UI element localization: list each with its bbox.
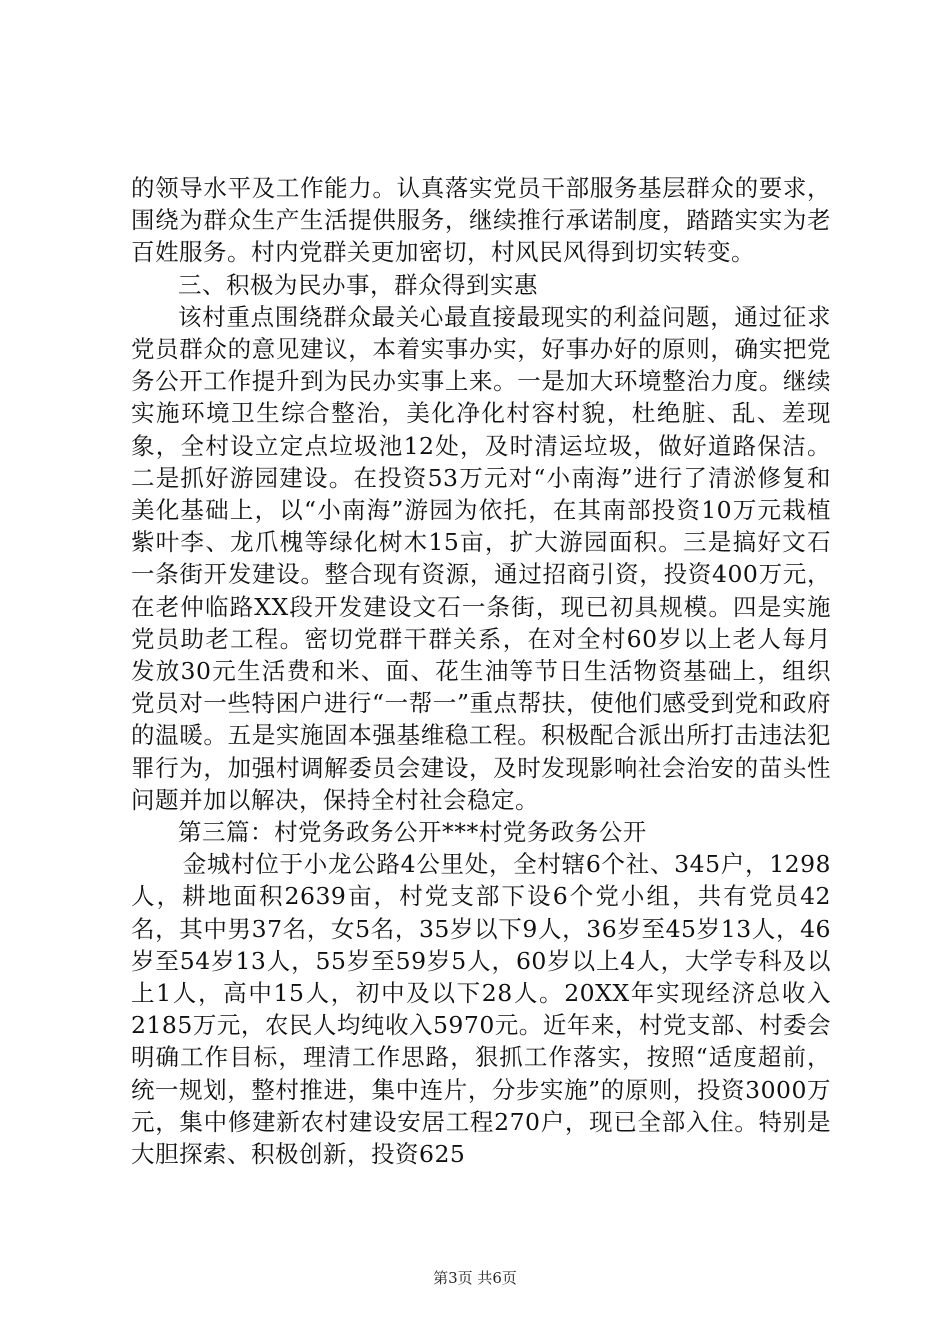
paragraph-continuation: 的领导水平及工作能力。认真落实党员干部服务基层群众的要求，围绕为群众生产生活提供服务，继续推行承诺制度，踏踏实实为老百姓服务。村内党群关更加密切，村风民风得到切实转变。 <box>131 174 831 267</box>
chapter-heading: 第三篇：村党务政务公开***村党务政务公开 <box>178 818 647 847</box>
paragraph-body: 金城村位于小龙公路4公里处，全村辖6个社、345户，1298人，耕地面积2639亩，村党支部下设6个党小组，共有党员42名，其中男37名，女5名，35岁以下9人，36岁至45岁13人，46岁至54岁13人，55岁至59岁5人，60岁以上4人，大学专科及以上1人，高中15人，初中及以下28人。20XX年实现经济总收入2185万元，农民人均纯收入5970元。近年来，村党支部、村委会明确工作目标，理清工作思路，狠抓工作落实，按照“适度超前，统一规划，整村推进，集中连片，分步实施”的原则，投资3000万元，集中修建新农村建设安居工程270户，现已全部入住。特别是大胆探索、积极创新，投资625 <box>131 850 831 1169</box>
paragraph-body: 该村重点围绕群众最关心最直接最现实的利益问题，通过征求党员群众的意见建议，本着实事办实，好事办好的原则，确实把党务公开工作提升到为民办实事上来。一是加大环境整治力度。继续实施环境卫生综合整治，美化净化村容村貌，杜绝脏、乱、差现象，全村设立定点垃圾池12处，及时清运垃圾，做好道路保洁。二是抓好游园建设。在投资53万元对“小南海”进行了清淤修复和美化基础上，以“小南海”游园为依托，在其南部投资10万元栽植紫叶李、龙爪槐等绿化树木15亩，扩大游园面积。三是搞好文石一条街开发建设。整合现有资源，通过招商引资，投资400万元，在老仲临路XX段开发建设文石一条街，现已初具规模。四是实施党员助老工程。密切党群干群关系，在对全村60岁以上老人每月发放30元生活费和米、面、花生油等节日生活物资基础上，组织党员对一些特困户进行“一帮一”重点帮扶，使他们感受到党和政府的温暖。五是实施固本强基维稳工程。积极配合派出所打击违法犯罪行为，加强村调解委员会建设，及时发现影响社会治安的苗头性问题并加以解决，保持全村社会稳定。 <box>131 302 831 814</box>
page-footer: 第3页 共6页 <box>433 1269 517 1287</box>
document-body <box>131 172 831 1170</box>
section-heading: 三、积极为民办事，群众得到实惠 <box>178 270 538 299</box>
